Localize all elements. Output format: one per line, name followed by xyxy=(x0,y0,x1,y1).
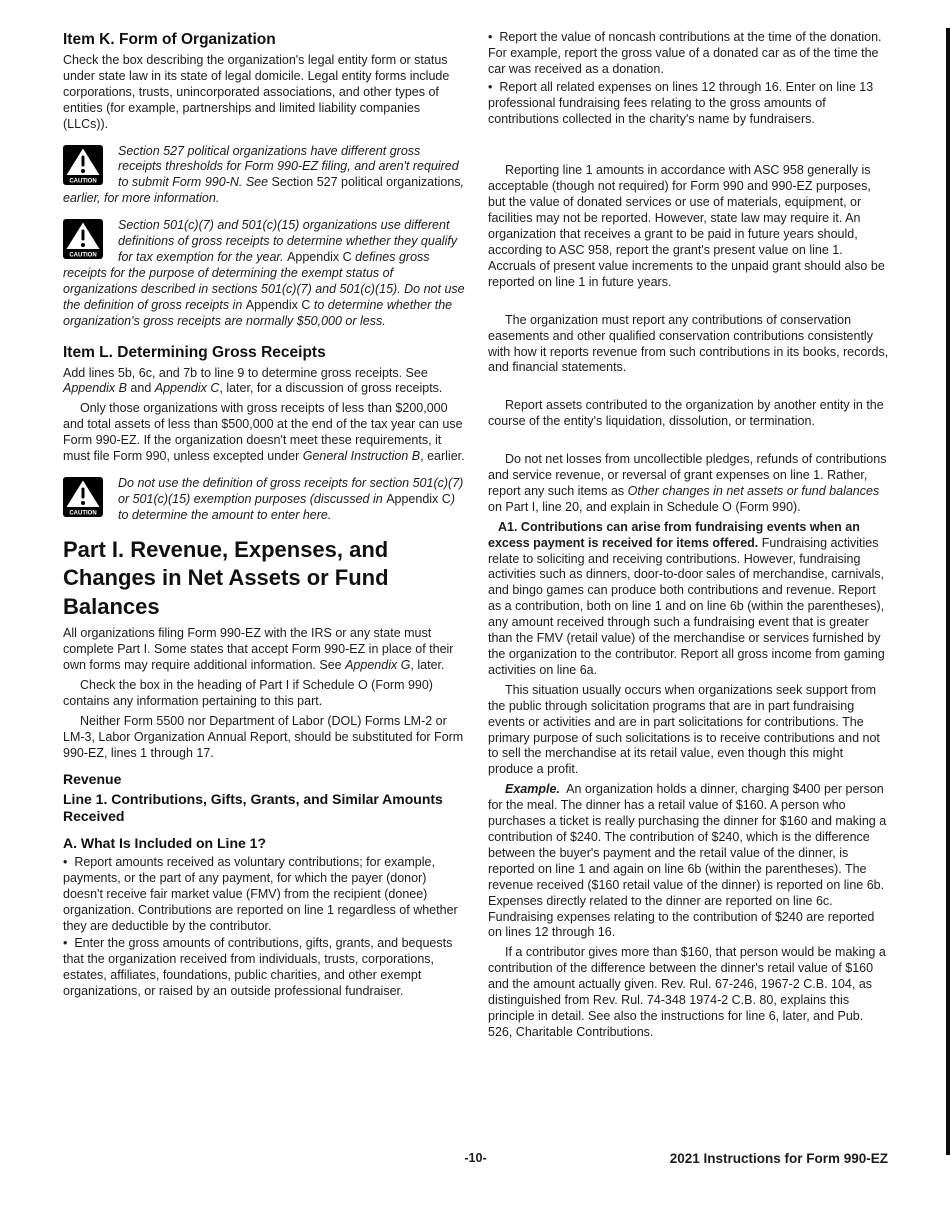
text-run: Appendix B xyxy=(63,381,127,396)
text-run: Appendix C xyxy=(245,297,314,312)
paragraph xyxy=(63,626,465,674)
text-run: Report assets contributed to the organization by another entity in the course of the entity's liquidation, dissolution, or termination. xyxy=(488,398,884,429)
text-run: Other changes in net assets or fund balances xyxy=(627,483,880,498)
text-run: The organization must report any contributions of conservation easements and other qualified conservation contributions consistently with how it reports revenue from such contributions in its books, records, and financial statements. xyxy=(488,312,889,375)
paragraph xyxy=(63,678,465,710)
paragraph xyxy=(488,398,890,430)
text-run: Only those organizations with gross receipts of less than $200,000 and total assets of less than $500,000 at the end of the tax year can use Form 990-EZ. If the organization doesn't meet these requirements, it must file Form 990, unless excepted under xyxy=(63,401,463,464)
text-run: , earlier. xyxy=(420,449,465,464)
bullet-item xyxy=(63,936,465,1000)
text-run: Add lines 5b, 6c, and 7b to line 9 to determine gross receipts. See xyxy=(63,365,428,380)
text-run: on Part I, line 20, and explain in Schedule O (Form 990). xyxy=(488,499,801,514)
text-run: An organization holds a dinner, charging $400 per person for the meal. The dinner has a retail value of $160. A person who purchases a ticket is really purchasing the dinner for $160 and making a contribution of $240. The contribution of $240, which is the difference between the buyer's payment and the retail value of the dinner, is reported on line 1 and again on line 6b (within the parentheses). The revenue received ($160 retail value of the dinner) is reported on line 6b. Expenses directly related to the dinner are reported on line 6c. Fundraising expenses relating to the contribution of $240 are reported on lines 12 through 16. xyxy=(488,782,887,940)
subsection-heading-revenue: Revenue xyxy=(63,771,122,788)
page-number: -10- xyxy=(464,1151,487,1165)
text-run: , later, for a discussion of gross receipts. xyxy=(219,381,443,396)
text-run: Appendix C xyxy=(287,249,356,264)
text-run: Fundraising activities relate to soliciting and receiving contributions. However, fundraising activities such as dinners, door-to-door sales of merchandise, carnivals, and bingo games can produce both contributions and revenue. Report as a contribution, both on line 1 and on line 6b (within the parentheses), any amount received through such a fundraising event that is greater than the FMV (retail value) of the merchandise or services furnished by the organization to the contributor. Report all gross income from gaming activities on line 6a. xyxy=(488,535,885,677)
text-run: Section 501(c)(7) and 501(c)(15) organizations use different definitions of gross receipts to determine whether they qualify for tax exemption for the year. xyxy=(118,218,458,264)
paragraph xyxy=(488,313,890,377)
caution-icon xyxy=(63,219,103,259)
caution-icon xyxy=(63,477,103,517)
paragraph xyxy=(63,714,465,762)
bullet-item xyxy=(488,30,890,78)
right-column xyxy=(488,30,890,1041)
paragraph xyxy=(488,520,890,679)
paragraph xyxy=(488,683,890,778)
caution-icon xyxy=(63,145,103,185)
subsection-heading-included: A. What Is Included on Line 1? xyxy=(63,834,267,851)
text-run: Check the box describing the organization's legal entity form or status under state law in its state of legal domicile. Legal entity forms include corporations, trusts, unincorporated associations, and other types of entities (for example, partnerships and limited liability companies (LLCs)). xyxy=(63,53,450,131)
text-run: This situation usually occurs when organizations seek support from the public through solicitation programs that are in part fundraising events or activities and are in part solicitations for contributions. The primary purpose of such solicitations is to receive contributions and not to sell the merchandise at its retail value, even though this might produce a profit. xyxy=(488,682,880,777)
text-run: Report all related expenses on lines 12 through 16. Enter on line 13 professional fundraising fees relating to the gross amounts of contributions collected in the charity's name by fundraisers. xyxy=(488,79,874,126)
caution-label: CAUTION xyxy=(69,178,97,185)
text-run: Enter the gross amounts of contributions, gifts, grants, and bequests that the organization received from individuals, trusts, corporations, estates, affiliates, foundations, public charities, and other exempt organizations, or raised by an outside professional fundraiser. xyxy=(63,936,453,999)
section-heading-item-l: Item L. Determining Gross Receipts xyxy=(63,343,326,361)
text-run: Report the value of noncash contributions at the time of the donation. For example, report the gross value of a donated car as of the time the car was received as a donation. xyxy=(488,30,882,76)
paragraph xyxy=(63,53,465,133)
text-run: General Instruction B xyxy=(302,449,421,464)
caution-label: CAUTION xyxy=(69,510,97,517)
text-run: , earlier, for more information. xyxy=(63,175,465,206)
paragraph xyxy=(63,401,465,465)
paragraph xyxy=(488,452,890,516)
text-run: Appendix C xyxy=(154,381,220,396)
caution-label: CAUTION xyxy=(69,252,97,259)
text-run: Neither Form 5500 nor Department of Labor (DOL) Forms LM-2 or LM-3, Labor Organization Annual Report, should be substituted for Form 990-EZ, lines 1 through 17. xyxy=(63,713,464,760)
text-run: Appendix G xyxy=(345,657,411,672)
text-run: defines gross receipts for the purpose of determining the exempt status of organizations described in sections 501(c)(7) and 501(c)(15). Do not use the definition of gross receipts in xyxy=(63,249,465,312)
text-run: to determine whether the organization's gross receipts are normally $50,000 or less. xyxy=(63,297,453,328)
paragraph xyxy=(488,163,890,290)
paragraph xyxy=(63,366,465,398)
caution-note xyxy=(63,144,465,208)
text-run: A1. Contributions can arise from fundraising events when an excess payment is received for items offered. xyxy=(488,519,860,550)
text-run: Section 527 political organizations xyxy=(271,175,461,190)
text-run: Report amounts received as voluntary contributions; for example, payments, or the part of any payment, for which the payer (donor) doesn't receive fair market value (FMV) from the recipient (donee) organization. Contributions are reported on line 1 regardless of whether they are deductible by the contributor. xyxy=(63,854,458,933)
text-run: and xyxy=(126,381,155,396)
text-run: Do not use the definition of gross receipts for section 501(c)(7) or 501(c)(15) exemption purposes (discussed in xyxy=(118,475,464,506)
caution-note xyxy=(63,476,465,524)
text-run: Section 527 political organizations have different gross receipts thresholds for Form 990-EZ filing, and aren't required to submit Form 990-N. See xyxy=(118,143,459,190)
text-run: Appendix C xyxy=(386,491,451,506)
paragraph-example xyxy=(488,782,890,941)
bullet-item xyxy=(488,80,890,128)
left-column xyxy=(63,30,465,1041)
footer-title: 2021 Instructions for Form 990-EZ xyxy=(669,1151,888,1166)
text-run: All organizations filing Form 990-EZ with the IRS or any state must complete Part I. Some states that accept Form 990-EZ in place of their own forms may require additional information. See xyxy=(63,626,454,672)
text-run: Check the box in the heading of Part I if Schedule O (Form 990) contains any information pertaining to this part. xyxy=(63,677,433,708)
text-run: If a contributor gives more than $160, that person would be making a contribution of the difference between the dinner's retail value of $160 and the amount actually given. Rev. Rul. 67-246, 1967-2 C.B. 104, as distinguished from Rev. Rul. 74-348 1974-2 C.B. 80, explains this principle in detail. See also the instructions for line 6, later, and Pub. 526, Charitable Contributions. xyxy=(488,945,886,1039)
subsection-heading-line1: Line 1. Contributions, Gifts, Grants, and Similar Amounts Received xyxy=(63,790,443,825)
text-run: ) to determine the amount to enter here. xyxy=(118,491,455,522)
paragraph xyxy=(488,945,890,1040)
bullet-item xyxy=(63,855,465,935)
text-run: Reporting line 1 amounts in accordance with ASC 958 generally is acceptable (though not required) for Form 990 and 990-EZ purposes, but the value of donated services or use of materials, equipment, or facilities may not be reported. However, state law may require it. An organization that receives a grant to be paid in future years should, according to ASC 958, report the grant's present value on line 1. Accruals of present value increments to the unpaid grant should also be reported on line 1 in future years. xyxy=(488,163,885,289)
part-heading: Part I. Revenue, Expenses, and Changes in Net Assets or Fund Balances xyxy=(63,536,389,619)
text-run: Example. xyxy=(505,782,560,797)
section-heading-item-k: Item K. Form of Organization xyxy=(63,31,276,48)
caution-note xyxy=(63,218,465,329)
text-run: Do not net losses from uncollectible pledges, refunds of contributions and service revenue, or reversal of grant expenses on line 1. Rather, report any such items as xyxy=(488,452,887,498)
page-footer xyxy=(63,1151,888,1171)
text-run: , later. xyxy=(410,657,445,672)
page-edge-bar xyxy=(946,28,950,1155)
